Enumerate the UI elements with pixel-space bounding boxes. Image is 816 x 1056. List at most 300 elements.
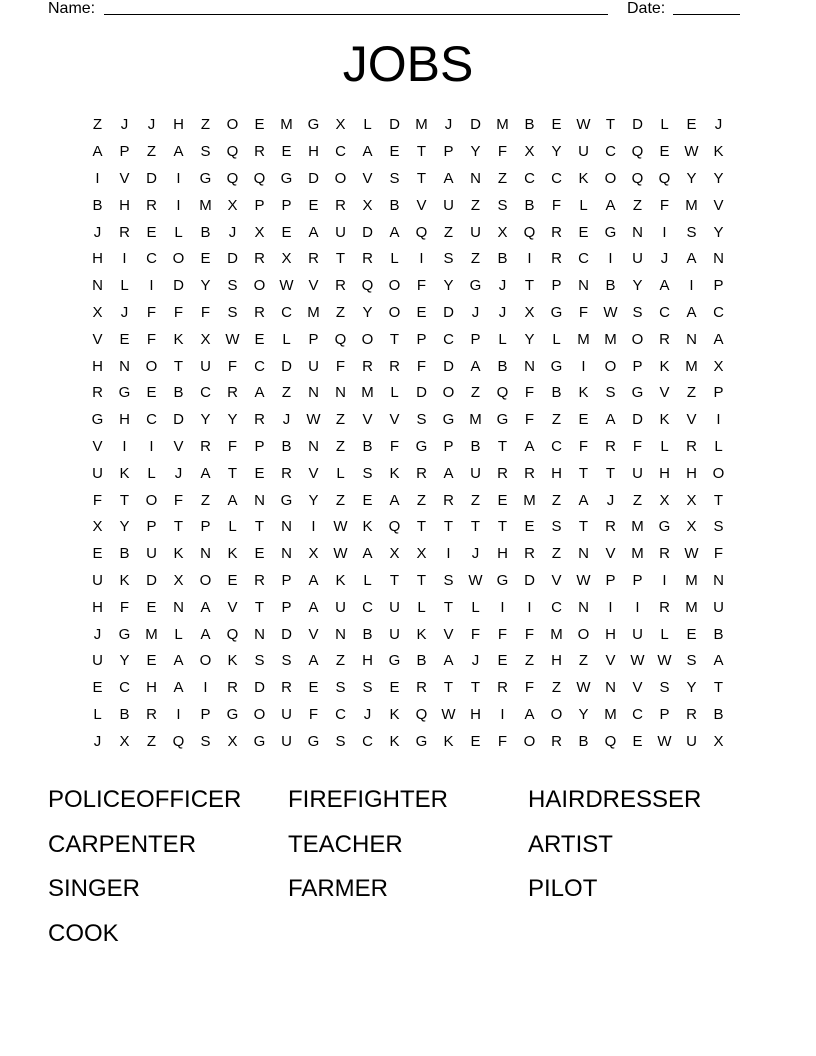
grid-letter[interactable]: L (120, 277, 129, 295)
grid-letter[interactable]: G (199, 169, 212, 187)
grid-letter[interactable]: O (253, 277, 266, 295)
grid-letter[interactable]: A (686, 303, 697, 321)
grid-letter[interactable]: J (660, 250, 669, 268)
grid-letter[interactable]: L (93, 705, 102, 723)
grid-letter[interactable]: A (173, 652, 184, 670)
grid-letter[interactable]: B (524, 116, 535, 134)
grid-letter[interactable]: J (93, 223, 102, 241)
grid-letter[interactable]: Q (172, 732, 185, 750)
grid-letter[interactable]: E (389, 679, 400, 697)
grid-letter[interactable]: C (524, 169, 535, 187)
grid-letter[interactable]: W (441, 705, 456, 723)
grid-letter[interactable]: R (659, 545, 670, 563)
grid-letter[interactable]: S (335, 679, 346, 697)
grid-letter[interactable]: N (200, 545, 211, 563)
grid-letter[interactable]: E (146, 384, 157, 402)
grid-letter[interactable]: M (199, 196, 212, 214)
grid-letter[interactable]: S (362, 464, 373, 482)
grid-letter[interactable]: G (280, 491, 293, 509)
grid-letter[interactable]: Y (686, 169, 697, 187)
grid-letter[interactable]: N (686, 330, 697, 348)
grid-letter[interactable]: B (281, 437, 292, 455)
grid-letter[interactable]: W (630, 652, 645, 670)
grid-letter[interactable]: M (523, 491, 536, 509)
grid-letter[interactable]: E (686, 625, 697, 643)
grid-letter[interactable]: Z (416, 491, 427, 509)
grid-letter[interactable]: Z (92, 116, 103, 134)
grid-letter[interactable]: Y (227, 411, 238, 429)
grid-letter[interactable]: E (578, 223, 589, 241)
grid-letter[interactable]: N (335, 384, 346, 402)
grid-letter[interactable]: R (92, 384, 103, 402)
grid-letter[interactable]: E (281, 143, 292, 161)
grid-letter[interactable]: T (713, 491, 724, 509)
grid-letter[interactable]: T (497, 518, 508, 536)
grid-letter[interactable]: Z (200, 491, 211, 509)
grid-letter[interactable]: Z (146, 143, 157, 161)
grid-letter[interactable]: N (524, 357, 535, 375)
grid-letter[interactable]: D (173, 277, 184, 295)
grid-letter[interactable]: X (686, 491, 697, 509)
grid-letter[interactable]: H (92, 598, 103, 616)
name-field-line[interactable] (104, 14, 608, 15)
grid-letter[interactable]: P (119, 143, 130, 161)
grid-letter[interactable]: Q (388, 518, 401, 536)
grid-letter[interactable]: L (660, 437, 669, 455)
grid-letter[interactable]: K (362, 518, 373, 536)
grid-letter[interactable]: V (173, 437, 184, 455)
grid-letter[interactable]: Z (524, 652, 535, 670)
grid-letter[interactable]: P (200, 705, 211, 723)
grid-letter[interactable]: R (254, 143, 265, 161)
grid-letter[interactable]: G (415, 732, 428, 750)
grid-letter[interactable]: L (660, 625, 669, 643)
grid-letter[interactable]: P (281, 598, 292, 616)
grid-letter[interactable]: P (254, 196, 265, 214)
grid-letter[interactable]: J (120, 116, 129, 134)
grid-letter[interactable]: V (416, 196, 427, 214)
grid-letter[interactable]: P (470, 330, 481, 348)
grid-letter[interactable]: R (551, 250, 562, 268)
grid-letter[interactable]: G (604, 223, 617, 241)
grid-letter[interactable]: F (497, 143, 508, 161)
grid-letter[interactable]: A (389, 223, 400, 241)
grid-letter[interactable]: C (362, 598, 373, 616)
grid-letter[interactable]: K (173, 330, 184, 348)
grid-letter[interactable]: N (254, 491, 265, 509)
grid-letter[interactable]: U (632, 625, 643, 643)
grid-letter[interactable]: G (388, 652, 401, 670)
grid-letter[interactable]: K (659, 411, 670, 429)
grid-letter[interactable]: M (307, 303, 320, 321)
grid-letter[interactable]: Q (415, 223, 428, 241)
grid-letter[interactable]: O (172, 250, 185, 268)
grid-letter[interactable]: J (93, 625, 102, 643)
grid-letter[interactable]: N (713, 571, 724, 589)
grid-letter[interactable]: A (605, 411, 616, 429)
grid-letter[interactable]: I (311, 518, 316, 536)
grid-letter[interactable]: S (551, 518, 562, 536)
grid-letter[interactable]: M (631, 545, 644, 563)
grid-letter[interactable]: J (93, 732, 102, 750)
grid-letter[interactable]: C (632, 705, 643, 723)
grid-letter[interactable]: C (335, 705, 346, 723)
grid-letter[interactable]: C (551, 437, 562, 455)
grid-letter[interactable]: X (227, 196, 238, 214)
grid-letter[interactable]: R (416, 464, 427, 482)
grid-letter[interactable]: M (604, 705, 617, 723)
grid-letter[interactable]: R (254, 250, 265, 268)
grid-letter[interactable]: I (527, 598, 532, 616)
grid-letter[interactable]: O (631, 330, 644, 348)
grid-letter[interactable]: Q (253, 169, 266, 187)
grid-letter[interactable]: A (578, 491, 589, 509)
grid-letter[interactable]: D (524, 571, 535, 589)
grid-letter[interactable]: Z (551, 491, 562, 509)
grid-letter[interactable]: C (605, 143, 616, 161)
grid-letter[interactable]: X (200, 330, 211, 348)
grid-letter[interactable]: C (146, 411, 157, 429)
grid-letter[interactable]: L (498, 330, 507, 348)
grid-letter[interactable]: F (92, 491, 103, 509)
grid-letter[interactable]: W (306, 411, 321, 429)
grid-letter[interactable]: J (363, 705, 372, 723)
grid-letter[interactable]: E (632, 732, 643, 750)
grid-letter[interactable]: N (578, 545, 589, 563)
grid-letter[interactable]: T (578, 464, 589, 482)
grid-letter[interactable]: D (632, 411, 643, 429)
grid-letter[interactable]: F (578, 303, 589, 321)
grid-letter[interactable]: A (200, 598, 211, 616)
grid-letter[interactable]: T (605, 464, 616, 482)
grid-letter[interactable]: T (173, 518, 184, 536)
grid-letter[interactable]: D (443, 303, 454, 321)
grid-letter[interactable]: G (415, 437, 428, 455)
grid-letter[interactable]: D (470, 116, 481, 134)
grid-letter[interactable]: H (470, 705, 481, 723)
grid-letter[interactable]: G (118, 384, 131, 402)
grid-letter[interactable]: C (146, 250, 157, 268)
grid-letter[interactable]: U (92, 652, 103, 670)
grid-letter[interactable]: W (603, 303, 618, 321)
grid-letter[interactable]: N (335, 625, 346, 643)
grid-letter[interactable]: B (551, 384, 562, 402)
grid-letter[interactable]: X (524, 303, 535, 321)
grid-letter[interactable]: B (119, 705, 130, 723)
grid-letter[interactable]: P (281, 571, 292, 589)
grid-letter[interactable]: O (361, 330, 374, 348)
grid-letter[interactable]: E (146, 652, 157, 670)
grid-letter[interactable]: D (632, 116, 643, 134)
grid-letter[interactable]: Z (632, 491, 643, 509)
grid-letter[interactable]: Q (334, 330, 347, 348)
grid-letter[interactable]: Q (604, 732, 617, 750)
grid-letter[interactable]: R (524, 545, 535, 563)
grid-letter[interactable]: A (686, 250, 697, 268)
grid-letter[interactable]: G (91, 411, 104, 429)
grid-letter[interactable]: J (498, 277, 507, 295)
grid-letter[interactable]: T (254, 518, 265, 536)
grid-letter[interactable]: T (173, 357, 184, 375)
grid-letter[interactable]: W (225, 330, 240, 348)
grid-letter[interactable]: C (578, 250, 589, 268)
grid-letter[interactable]: U (92, 464, 103, 482)
grid-letter[interactable]: A (605, 196, 616, 214)
grid-letter[interactable]: Y (362, 303, 373, 321)
grid-letter[interactable]: R (605, 518, 616, 536)
grid-letter[interactable]: U (92, 571, 103, 589)
grid-letter[interactable]: Q (631, 169, 644, 187)
grid-letter[interactable]: A (524, 437, 535, 455)
grid-letter[interactable]: T (713, 679, 724, 697)
grid-letter[interactable]: R (281, 464, 292, 482)
grid-letter[interactable]: Y (200, 411, 211, 429)
grid-letter[interactable]: O (577, 625, 590, 643)
date-field-line[interactable] (673, 14, 740, 15)
grid-letter[interactable]: E (254, 464, 265, 482)
grid-letter[interactable]: C (200, 384, 211, 402)
grid-letter[interactable]: C (443, 330, 454, 348)
grid-letter[interactable]: Z (335, 491, 346, 509)
grid-letter[interactable]: W (684, 545, 699, 563)
grid-letter[interactable]: I (122, 437, 127, 455)
grid-letter[interactable]: I (608, 598, 613, 616)
grid-letter[interactable]: P (632, 571, 643, 589)
grid-letter[interactable]: F (497, 732, 508, 750)
grid-letter[interactable]: C (362, 732, 373, 750)
grid-letter[interactable]: J (120, 303, 129, 321)
grid-letter[interactable]: V (659, 384, 670, 402)
grid-letter[interactable]: N (173, 598, 184, 616)
grid-letter[interactable]: R (605, 437, 616, 455)
grid-letter[interactable]: Z (632, 196, 643, 214)
grid-letter[interactable]: J (714, 116, 723, 134)
grid-letter[interactable]: O (604, 169, 617, 187)
grid-letter[interactable]: R (362, 357, 373, 375)
grid-letter[interactable]: V (632, 679, 643, 697)
grid-letter[interactable]: O (199, 571, 212, 589)
grid-letter[interactable]: E (497, 652, 508, 670)
grid-letter[interactable]: Z (146, 732, 157, 750)
grid-letter[interactable]: X (281, 250, 292, 268)
grid-letter[interactable]: J (444, 116, 453, 134)
grid-letter[interactable]: M (685, 357, 698, 375)
grid-letter[interactable]: K (578, 169, 589, 187)
grid-letter[interactable]: Z (551, 411, 562, 429)
grid-letter[interactable]: Y (686, 679, 697, 697)
grid-letter[interactable]: K (227, 652, 238, 670)
grid-letter[interactable]: S (632, 303, 643, 321)
grid-letter[interactable]: L (579, 196, 588, 214)
grid-letter[interactable]: T (497, 437, 508, 455)
grid-letter[interactable]: G (550, 357, 563, 375)
grid-letter[interactable]: G (307, 732, 320, 750)
grid-letter[interactable]: H (686, 464, 697, 482)
grid-letter[interactable]: T (416, 571, 427, 589)
grid-letter[interactable]: C (551, 598, 562, 616)
grid-letter[interactable]: W (333, 545, 348, 563)
grid-letter[interactable]: J (282, 411, 291, 429)
grid-letter[interactable]: X (524, 143, 535, 161)
grid-letter[interactable]: J (471, 303, 480, 321)
grid-letter[interactable]: A (389, 491, 400, 509)
grid-letter[interactable]: R (254, 411, 265, 429)
grid-letter[interactable]: M (685, 571, 698, 589)
grid-letter[interactable]: Z (335, 411, 346, 429)
grid-letter[interactable]: V (713, 196, 724, 214)
grid-letter[interactable]: G (469, 277, 482, 295)
grid-letter[interactable]: R (254, 571, 265, 589)
grid-letter[interactable]: R (551, 732, 562, 750)
grid-letter[interactable]: W (657, 732, 672, 750)
grid-letter[interactable]: L (228, 518, 237, 536)
grid-letter[interactable]: Z (335, 652, 346, 670)
grid-letter[interactable]: S (443, 250, 454, 268)
grid-letter[interactable]: S (227, 277, 238, 295)
grid-letter[interactable]: E (119, 330, 130, 348)
grid-letter[interactable]: D (281, 357, 292, 375)
grid-letter[interactable]: G (496, 411, 509, 429)
grid-letter[interactable]: H (146, 679, 157, 697)
grid-letter[interactable]: S (443, 571, 454, 589)
grid-letter[interactable]: Z (443, 223, 454, 241)
grid-letter[interactable]: M (145, 625, 158, 643)
grid-letter[interactable]: J (471, 545, 480, 563)
grid-letter[interactable]: U (200, 357, 211, 375)
grid-letter[interactable]: E (308, 196, 319, 214)
grid-letter[interactable]: R (443, 491, 454, 509)
grid-letter[interactable]: U (281, 705, 292, 723)
grid-letter[interactable]: E (92, 679, 103, 697)
grid-letter[interactable]: V (119, 169, 130, 187)
grid-letter[interactable]: B (605, 277, 616, 295)
grid-letter[interactable]: I (716, 411, 721, 429)
grid-letter[interactable]: M (685, 196, 698, 214)
grid-letter[interactable]: Q (496, 384, 509, 402)
grid-letter[interactable]: V (551, 571, 562, 589)
grid-letter[interactable]: I (149, 277, 154, 295)
grid-letter[interactable]: F (227, 437, 238, 455)
grid-letter[interactable]: R (551, 223, 562, 241)
grid-letter[interactable]: N (605, 679, 616, 697)
grid-letter[interactable]: T (335, 250, 346, 268)
grid-letter[interactable]: U (389, 598, 400, 616)
grid-letter[interactable]: H (659, 464, 670, 482)
grid-letter[interactable]: T (119, 491, 130, 509)
grid-letter[interactable]: D (173, 411, 184, 429)
grid-letter[interactable]: L (336, 464, 345, 482)
grid-letter[interactable]: W (576, 571, 591, 589)
grid-letter[interactable]: I (635, 598, 640, 616)
grid-letter[interactable]: T (443, 518, 454, 536)
grid-letter[interactable]: X (92, 303, 103, 321)
grid-letter[interactable]: V (308, 464, 319, 482)
grid-letter[interactable]: Q (523, 223, 536, 241)
grid-letter[interactable]: M (577, 330, 590, 348)
grid-letter[interactable]: X (227, 732, 238, 750)
grid-letter[interactable]: U (335, 223, 346, 241)
grid-letter[interactable]: Y (713, 223, 724, 241)
grid-letter[interactable]: E (254, 545, 265, 563)
grid-letter[interactable]: U (443, 196, 454, 214)
grid-letter[interactable]: Y (551, 143, 562, 161)
grid-letter[interactable]: G (253, 732, 266, 750)
grid-letter[interactable]: F (551, 196, 562, 214)
grid-letter[interactable]: R (389, 357, 400, 375)
grid-letter[interactable]: K (389, 705, 400, 723)
grid-letter[interactable]: H (119, 411, 130, 429)
grid-letter[interactable]: X (659, 491, 670, 509)
grid-letter[interactable]: D (254, 679, 265, 697)
grid-letter[interactable]: O (334, 169, 347, 187)
grid-letter[interactable]: V (308, 277, 319, 295)
grid-letter[interactable]: Z (686, 384, 697, 402)
grid-letter[interactable]: O (145, 357, 158, 375)
grid-letter[interactable]: J (147, 116, 156, 134)
grid-letter[interactable]: R (416, 679, 427, 697)
grid-letter[interactable]: Y (308, 491, 319, 509)
grid-letter[interactable]: E (551, 116, 562, 134)
grid-letter[interactable]: B (524, 196, 535, 214)
grid-letter[interactable]: H (362, 652, 373, 670)
grid-letter[interactable]: O (550, 705, 563, 723)
grid-letter[interactable]: I (662, 223, 667, 241)
grid-letter[interactable]: Y (524, 330, 535, 348)
grid-letter[interactable]: F (146, 303, 157, 321)
grid-letter[interactable]: I (662, 571, 667, 589)
grid-letter[interactable]: H (92, 357, 103, 375)
grid-letter[interactable]: F (659, 196, 670, 214)
grid-letter[interactable]: Q (415, 705, 428, 723)
grid-letter[interactable]: N (119, 357, 130, 375)
grid-letter[interactable]: T (470, 518, 481, 536)
grid-letter[interactable]: S (605, 384, 616, 402)
grid-letter[interactable]: R (362, 250, 373, 268)
grid-letter[interactable]: G (280, 169, 293, 187)
grid-letter[interactable]: B (362, 625, 373, 643)
grid-letter[interactable]: S (686, 652, 697, 670)
grid-letter[interactable]: O (712, 464, 725, 482)
grid-letter[interactable]: X (497, 223, 508, 241)
grid-letter[interactable]: Z (200, 116, 211, 134)
grid-letter[interactable]: E (524, 518, 535, 536)
grid-letter[interactable]: C (551, 169, 562, 187)
grid-letter[interactable]: I (149, 437, 154, 455)
grid-letter[interactable]: E (146, 223, 157, 241)
grid-letter[interactable]: V (92, 437, 103, 455)
grid-letter[interactable]: H (308, 143, 319, 161)
grid-letter[interactable]: X (416, 545, 427, 563)
grid-letter[interactable]: E (362, 491, 373, 509)
grid-letter[interactable]: X (119, 732, 130, 750)
grid-letter[interactable]: V (605, 652, 616, 670)
grid-letter[interactable]: E (254, 330, 265, 348)
grid-letter[interactable]: T (416, 518, 427, 536)
grid-letter[interactable]: Z (335, 303, 346, 321)
grid-letter[interactable]: T (416, 143, 427, 161)
grid-letter[interactable]: U (146, 545, 157, 563)
grid-letter[interactable]: F (119, 598, 130, 616)
grid-letter[interactable]: M (496, 116, 509, 134)
grid-letter[interactable]: Y (119, 518, 130, 536)
grid-letter[interactable]: F (146, 330, 157, 348)
grid-letter[interactable]: E (200, 250, 211, 268)
grid-letter[interactable]: L (390, 384, 399, 402)
grid-letter[interactable]: T (443, 679, 454, 697)
grid-letter[interactable]: P (308, 330, 319, 348)
grid-letter[interactable]: F (200, 303, 211, 321)
grid-letter[interactable]: X (173, 571, 184, 589)
